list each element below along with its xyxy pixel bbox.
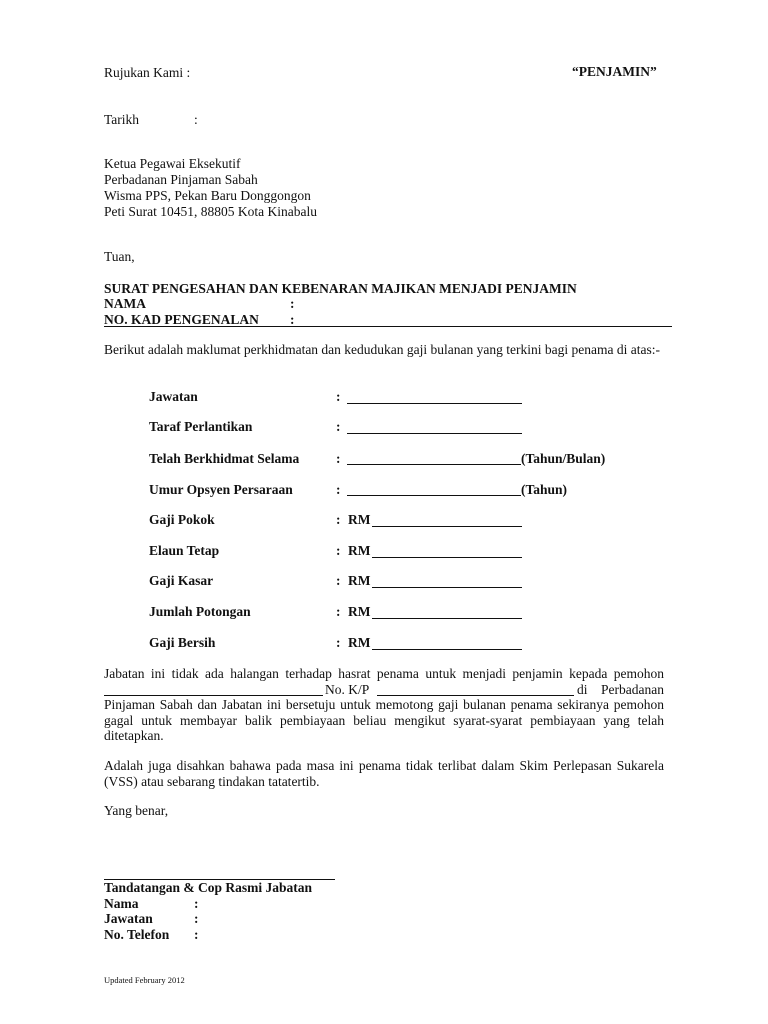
addressee-line3: Wisma PPS, Pekan Baru Donggongon	[104, 188, 311, 203]
body-p1-line1: Jabatan ini tidak ada halangan terhadap hasrat penama untuk menjadi penjamin kepada pemohon	[104, 666, 664, 681]
field-gaji-kasar-input[interactable]	[372, 587, 522, 588]
subject-title: SURAT PENGESAHAN DAN KEBENARAN MAJIKAN MENJADI PENJAMIN	[104, 281, 577, 296]
field-elaun-currency: RM	[348, 543, 371, 558]
body-p1-di: di	[577, 682, 588, 697]
guarantor-tag: “PENJAMIN”	[572, 64, 657, 79]
field-elaun-label: Elaun Tetap	[149, 543, 220, 558]
subject-name-colon: :	[290, 296, 295, 311]
field-berkhidmat-unit: (Tahun/Bulan)	[521, 451, 606, 466]
signature-title: Tandatangan & Cop Rasmi Jabatan	[104, 880, 313, 895]
field-jawatan-label: Jawatan	[149, 389, 198, 404]
field-elaun-input[interactable]	[372, 557, 522, 558]
applicant-ic-input[interactable]	[377, 695, 574, 696]
signature-phone-label: No. Telefon	[104, 927, 170, 942]
signature-name-label: Nama	[104, 896, 139, 911]
signature-position-label: Jawatan	[104, 911, 153, 926]
footer-updated: Updated February 2012	[104, 975, 185, 985]
addressee-line2: Perbadanan Pinjaman Sabah	[104, 172, 258, 187]
field-umur-colon: :	[336, 482, 341, 497]
closing: Yang benar,	[104, 803, 169, 818]
applicant-name-input[interactable]	[104, 695, 323, 696]
field-gaji-bersih-input[interactable]	[372, 649, 522, 650]
salutation: Tuan,	[104, 249, 135, 264]
field-gaji-kasar-label: Gaji Kasar	[149, 573, 214, 588]
field-umur-input[interactable]	[347, 495, 521, 496]
field-jawatan-colon: :	[336, 389, 341, 404]
field-gaji-kasar-colon: :	[336, 573, 341, 588]
field-potongan-label: Jumlah Potongan	[149, 604, 251, 619]
body-p2: Adalah juga disahkan bahawa pada masa ini penama tidak terlibat dalam Skim Perlepasan Sukarela (VSS) atau sebarang tindakan tatatertib.	[104, 758, 664, 789]
field-potongan-currency: RM	[348, 604, 371, 619]
field-umur-label: Umur Opsyen Persaraan	[149, 482, 293, 497]
subject-name-label: NAMA	[104, 296, 146, 311]
subject-ic-colon: :	[290, 312, 295, 327]
field-gaji-pokok-input[interactable]	[372, 526, 522, 527]
subject-ic-label: NO. KAD PENGENALAN	[104, 312, 259, 327]
field-potongan-input[interactable]	[372, 618, 522, 619]
field-jawatan-input[interactable]	[347, 403, 522, 404]
field-gaji-kasar-currency: RM	[348, 573, 371, 588]
subject-underline	[104, 326, 672, 327]
field-gaji-bersih-currency: RM	[348, 635, 371, 650]
field-gaji-pokok-colon: :	[336, 512, 341, 527]
signature-position-colon: :	[194, 911, 199, 926]
addressee-line1: Ketua Pegawai Eksekutif	[104, 156, 241, 171]
reference-label: Rujukan Kami :	[104, 65, 191, 80]
date-label: Tarikh	[104, 112, 140, 127]
field-berkhidmat-colon: :	[336, 451, 341, 466]
field-gaji-bersih-label: Gaji Bersih	[149, 635, 216, 650]
addressee-line4: Peti Surat 10451, 88805 Kota Kinabalu	[104, 204, 317, 219]
field-umur-unit: (Tahun)	[521, 482, 568, 497]
field-gaji-bersih-colon: :	[336, 635, 341, 650]
signature-phone-colon: :	[194, 927, 199, 942]
field-elaun-colon: :	[336, 543, 341, 558]
body-p1-perbadanan: Perbadanan	[601, 682, 664, 697]
field-berkhidmat-label: Telah Berkhidmat Selama	[149, 451, 300, 466]
field-gaji-pokok-currency: RM	[348, 512, 371, 527]
field-taraf-input[interactable]	[347, 433, 522, 434]
body-p1-nokp: No. K/P	[325, 682, 370, 697]
field-taraf-label: Taraf Perlantikan	[149, 419, 253, 434]
field-gaji-pokok-label: Gaji Pokok	[149, 512, 215, 527]
date-colon: :	[194, 112, 198, 127]
signature-name-colon: :	[194, 896, 199, 911]
body-p1-rest: Pinjaman Sabah dan Jabatan ini bersetuju untuk memotong gaji bulanan penama sekiranya pemohon gagal untuk membayar balik pembiayaan beliau mengikut syarat-syarat pembiayaan yang telah ditetapkan.	[104, 697, 664, 743]
field-berkhidmat-input[interactable]	[347, 464, 521, 465]
field-potongan-colon: :	[336, 604, 341, 619]
intro-paragraph: Berikut adalah maklumat perkhidmatan dan kedudukan gaji bulanan yang terkini bagi penama di atas:-	[104, 342, 660, 357]
field-taraf-colon: :	[336, 419, 341, 434]
